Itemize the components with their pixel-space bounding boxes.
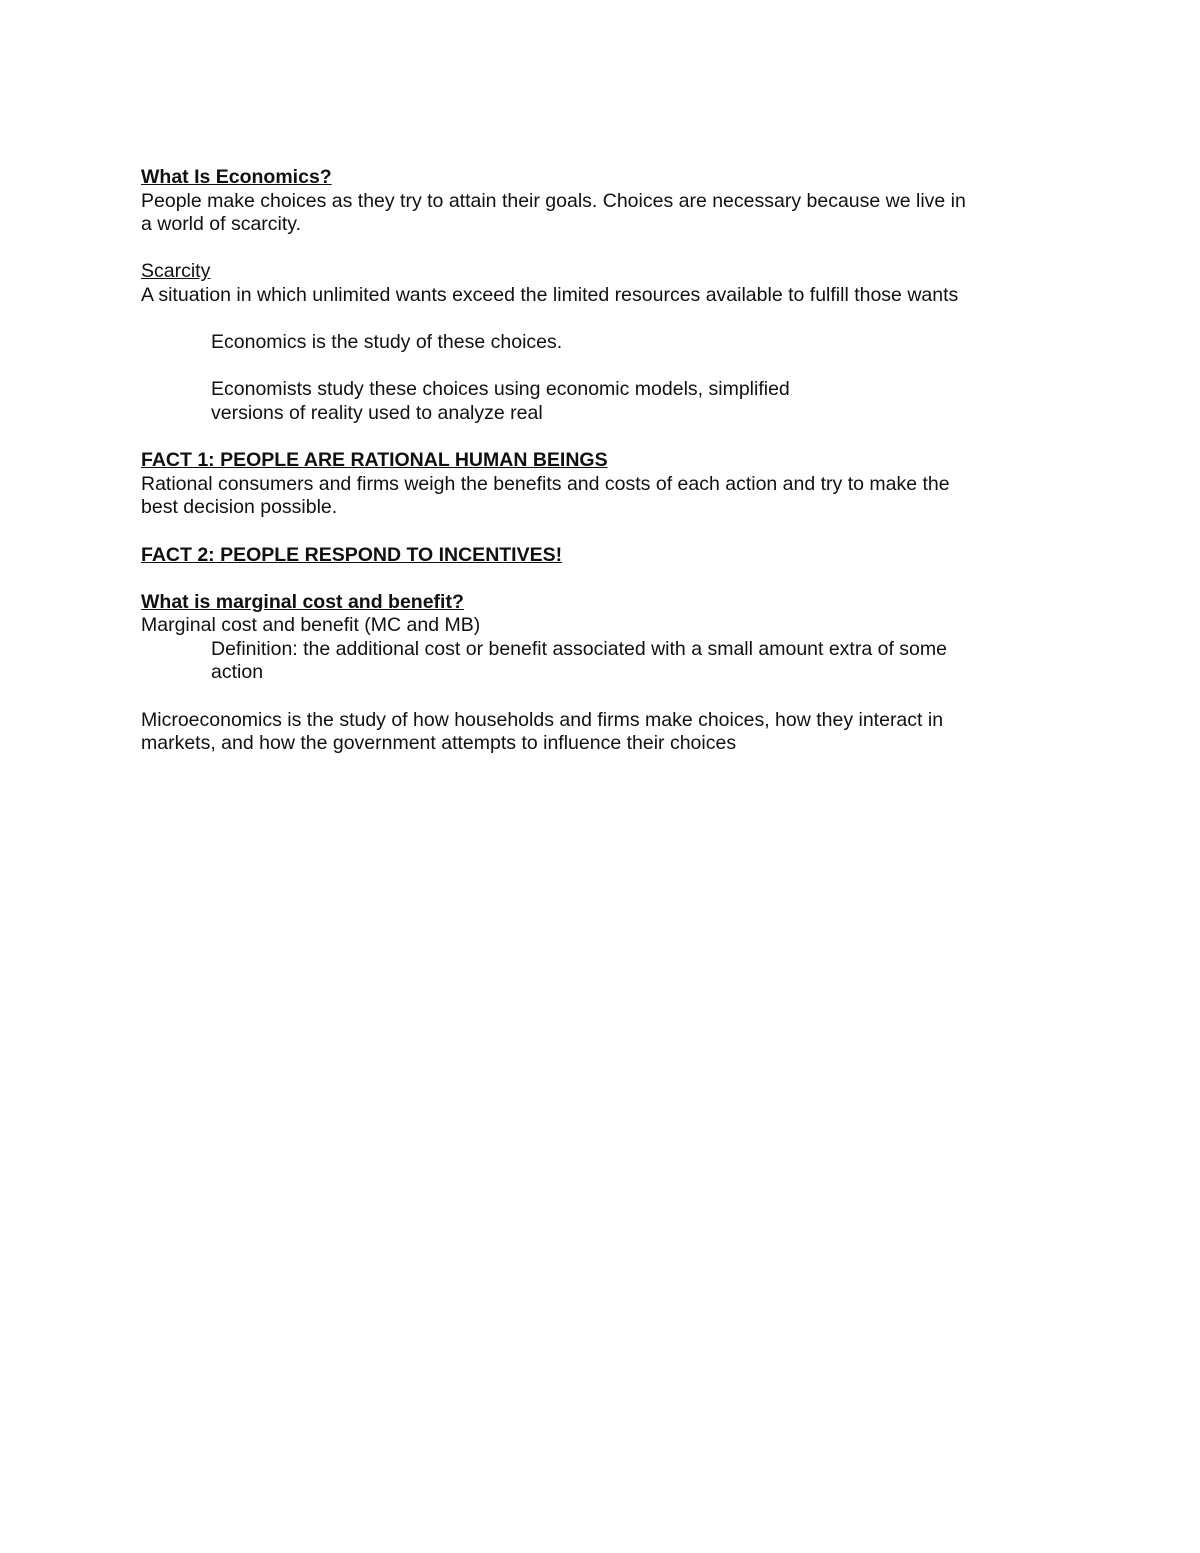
heading-fact-2: FACT 2: PEOPLE RESPOND TO INCENTIVES! — [141, 543, 563, 566]
heading-marginal: What is marginal cost and benefit? — [141, 590, 464, 613]
scarcity-note-line: Economists study these choices using economic models, simplified — [211, 378, 790, 401]
spacer — [141, 237, 1081, 261]
paragraph-line: best decision possible. — [141, 496, 338, 519]
paragraph-line: People make choices as they try to attain their goals. Choices are necessary because we live in — [141, 189, 966, 212]
heading-fact-1: FACT 1: PEOPLE ARE RATIONAL HUMAN BEINGS — [141, 449, 608, 472]
section-scarcity — [141, 260, 1081, 425]
spacer — [141, 308, 1081, 332]
paragraph-line: a world of scarcity. — [141, 213, 302, 236]
paragraph-line: Rational consumers and firms weigh the benefits and costs of each action and try to make the — [141, 472, 950, 495]
section-microeconomics — [141, 709, 1081, 756]
section-what-is-economics — [141, 166, 1081, 237]
section-fact-2 — [141, 544, 1081, 568]
marginal-definition-line: action — [211, 661, 264, 684]
document-body — [141, 166, 1081, 756]
scarcity-note-line: versions of reality used to analyze real — [211, 401, 543, 424]
section-marginal — [141, 591, 1081, 685]
heading-what-is-economics: What Is Economics? — [141, 166, 332, 188]
spacer — [141, 685, 1081, 709]
heading-scarcity: Scarcity — [141, 260, 211, 283]
spacer — [141, 520, 1081, 544]
spacer — [141, 426, 1081, 450]
scarcity-definition: A situation in which unlimited wants exceed the limited resources available to fulfill those wants — [141, 283, 959, 306]
spacer — [141, 567, 1081, 591]
section-fact-1 — [141, 449, 1081, 520]
scarcity-note: Economics is the study of these choices. — [211, 331, 563, 354]
paragraph-line: Microeconomics is the study of how households and firms make choices, how they interact in — [141, 708, 944, 731]
paragraph-line: markets, and how the government attempts to influence their choices — [141, 732, 737, 755]
marginal-definition-line: Definition: the additional cost or benefit associated with a small amount extra of some — [211, 637, 947, 660]
spacer — [141, 355, 1081, 379]
marginal-term: Marginal cost and benefit (MC and MB) — [141, 614, 481, 637]
